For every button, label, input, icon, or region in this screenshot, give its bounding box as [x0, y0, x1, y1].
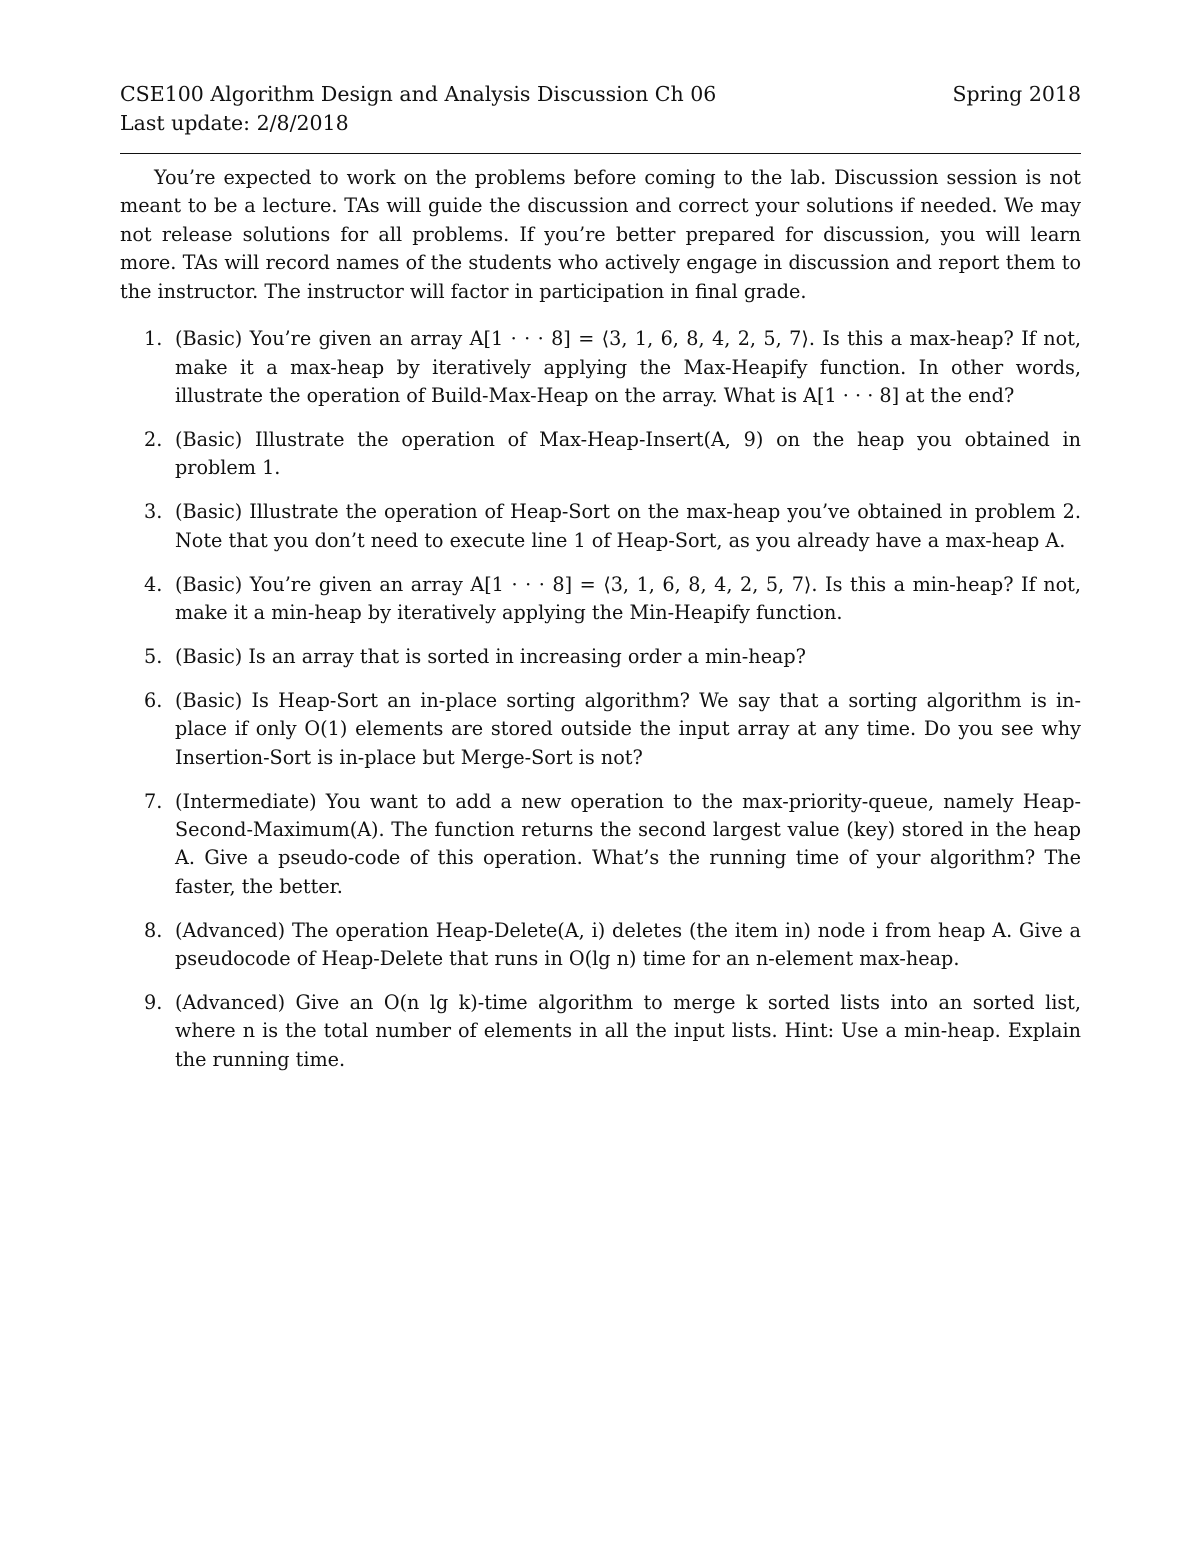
- problem-item: [120, 426, 1081, 483]
- problem-number: 2.: [144, 427, 163, 451]
- problem-number: 4.: [144, 572, 163, 596]
- problem-number: 8.: [144, 918, 163, 942]
- problem-list: [120, 325, 1081, 1074]
- problem-text: (Basic) Illustrate the operation of Max-Heap-Insert(A, 9) on the heap you obtained in problem 1.: [175, 427, 1081, 480]
- problem-number: 5.: [144, 644, 163, 668]
- problem-item: [120, 687, 1081, 772]
- problem-item: [120, 788, 1081, 902]
- problem-item: [120, 571, 1081, 628]
- problem-text: (Intermediate) You want to add a new operation to the max-priority-queue, namely Heap-Second-Maximum(A). The function returns the second largest value (key) stored in the heap A. Give a pseudo-code of this operation. What’s the running time of your algorithm? The faster, the better.: [175, 789, 1081, 898]
- last-update: Last update: 2/8/2018: [120, 111, 349, 135]
- problem-text: (Basic) Is an array that is sorted in increasing order a min-heap?: [175, 644, 806, 668]
- problem-number: 7.: [144, 789, 163, 813]
- problem-number: 9.: [144, 990, 163, 1014]
- problem-item: [120, 498, 1081, 555]
- problem-item: [120, 989, 1081, 1074]
- course-title: CSE100 Algorithm Design and Analysis Discussion Ch 06: [120, 82, 717, 106]
- document-header: [120, 80, 1081, 109]
- problem-text: (Advanced) Give an O(n lg k)-time algorithm to merge k sorted lists into an sorted list, where n is the total number of elements in all the input lists. Hint: Use a min-heap. Explain the running time.: [175, 990, 1081, 1071]
- document-page: [120, 80, 1081, 1090]
- problem-text: (Advanced) The operation Heap-Delete(A, i) deletes (the item in) node i from heap A. Give a pseudocode of Heap-Delete that runs in O(lg n) time for an n-element max-heap.: [175, 918, 1081, 971]
- problem-number: 3.: [144, 500, 163, 524]
- problem-number: 6.: [144, 688, 163, 712]
- intro-paragraph: You’re expected to work on the problems before coming to the lab. Discussion session is not meant to be a lecture. TAs will guide the discussion and correct your solutions if needed. We may not release solutions for all problems. If you’re better prepared for discussion, you will learn more. TAs will record names of the students who actively engage in discussion and report them to the instructor. The instructor will factor in participation in final grade.: [120, 166, 1081, 303]
- problem-text: (Basic) You’re given an array A[1 · · · 8] = ⟨3, 1, 6, 8, 4, 2, 5, 7⟩. Is this a min-heap? If not, make it a min-heap by iteratively applying the Min-Heapify function.: [175, 572, 1081, 624]
- problem-text: (Basic) Is Heap-Sort an in-place sorting algorithm? We say that a sorting algorithm is in-place if only O(1) elements are stored outside the input array at any time. Do you see why Insertion-Sort is in-place but Merge-Sort is not?: [175, 688, 1081, 769]
- problem-item: [120, 917, 1081, 974]
- problem-text: (Basic) You’re given an array A[1 · · · 8] = ⟨3, 1, 6, 8, 4, 2, 5, 7⟩. Is this a max-heap? If not, make it a max-heap by iteratively applying the Max-Heapify function. In other words, illustrate the operation of Build-Max-Heap on the array. What is A[1 · · · 8] at the end?: [175, 327, 1081, 408]
- problem-item: [120, 643, 1081, 671]
- problem-number: 1.: [144, 327, 163, 351]
- term: Spring 2018: [952, 82, 1081, 106]
- problem-item: [120, 325, 1081, 410]
- header-divider: [120, 153, 1081, 154]
- problem-text: (Basic) Illustrate the operation of Heap-Sort on the max-heap you’ve obtained in problem 2. Note that you don’t need to execute line 1 of Heap-Sort, as you already have a max-heap A.: [175, 500, 1081, 552]
